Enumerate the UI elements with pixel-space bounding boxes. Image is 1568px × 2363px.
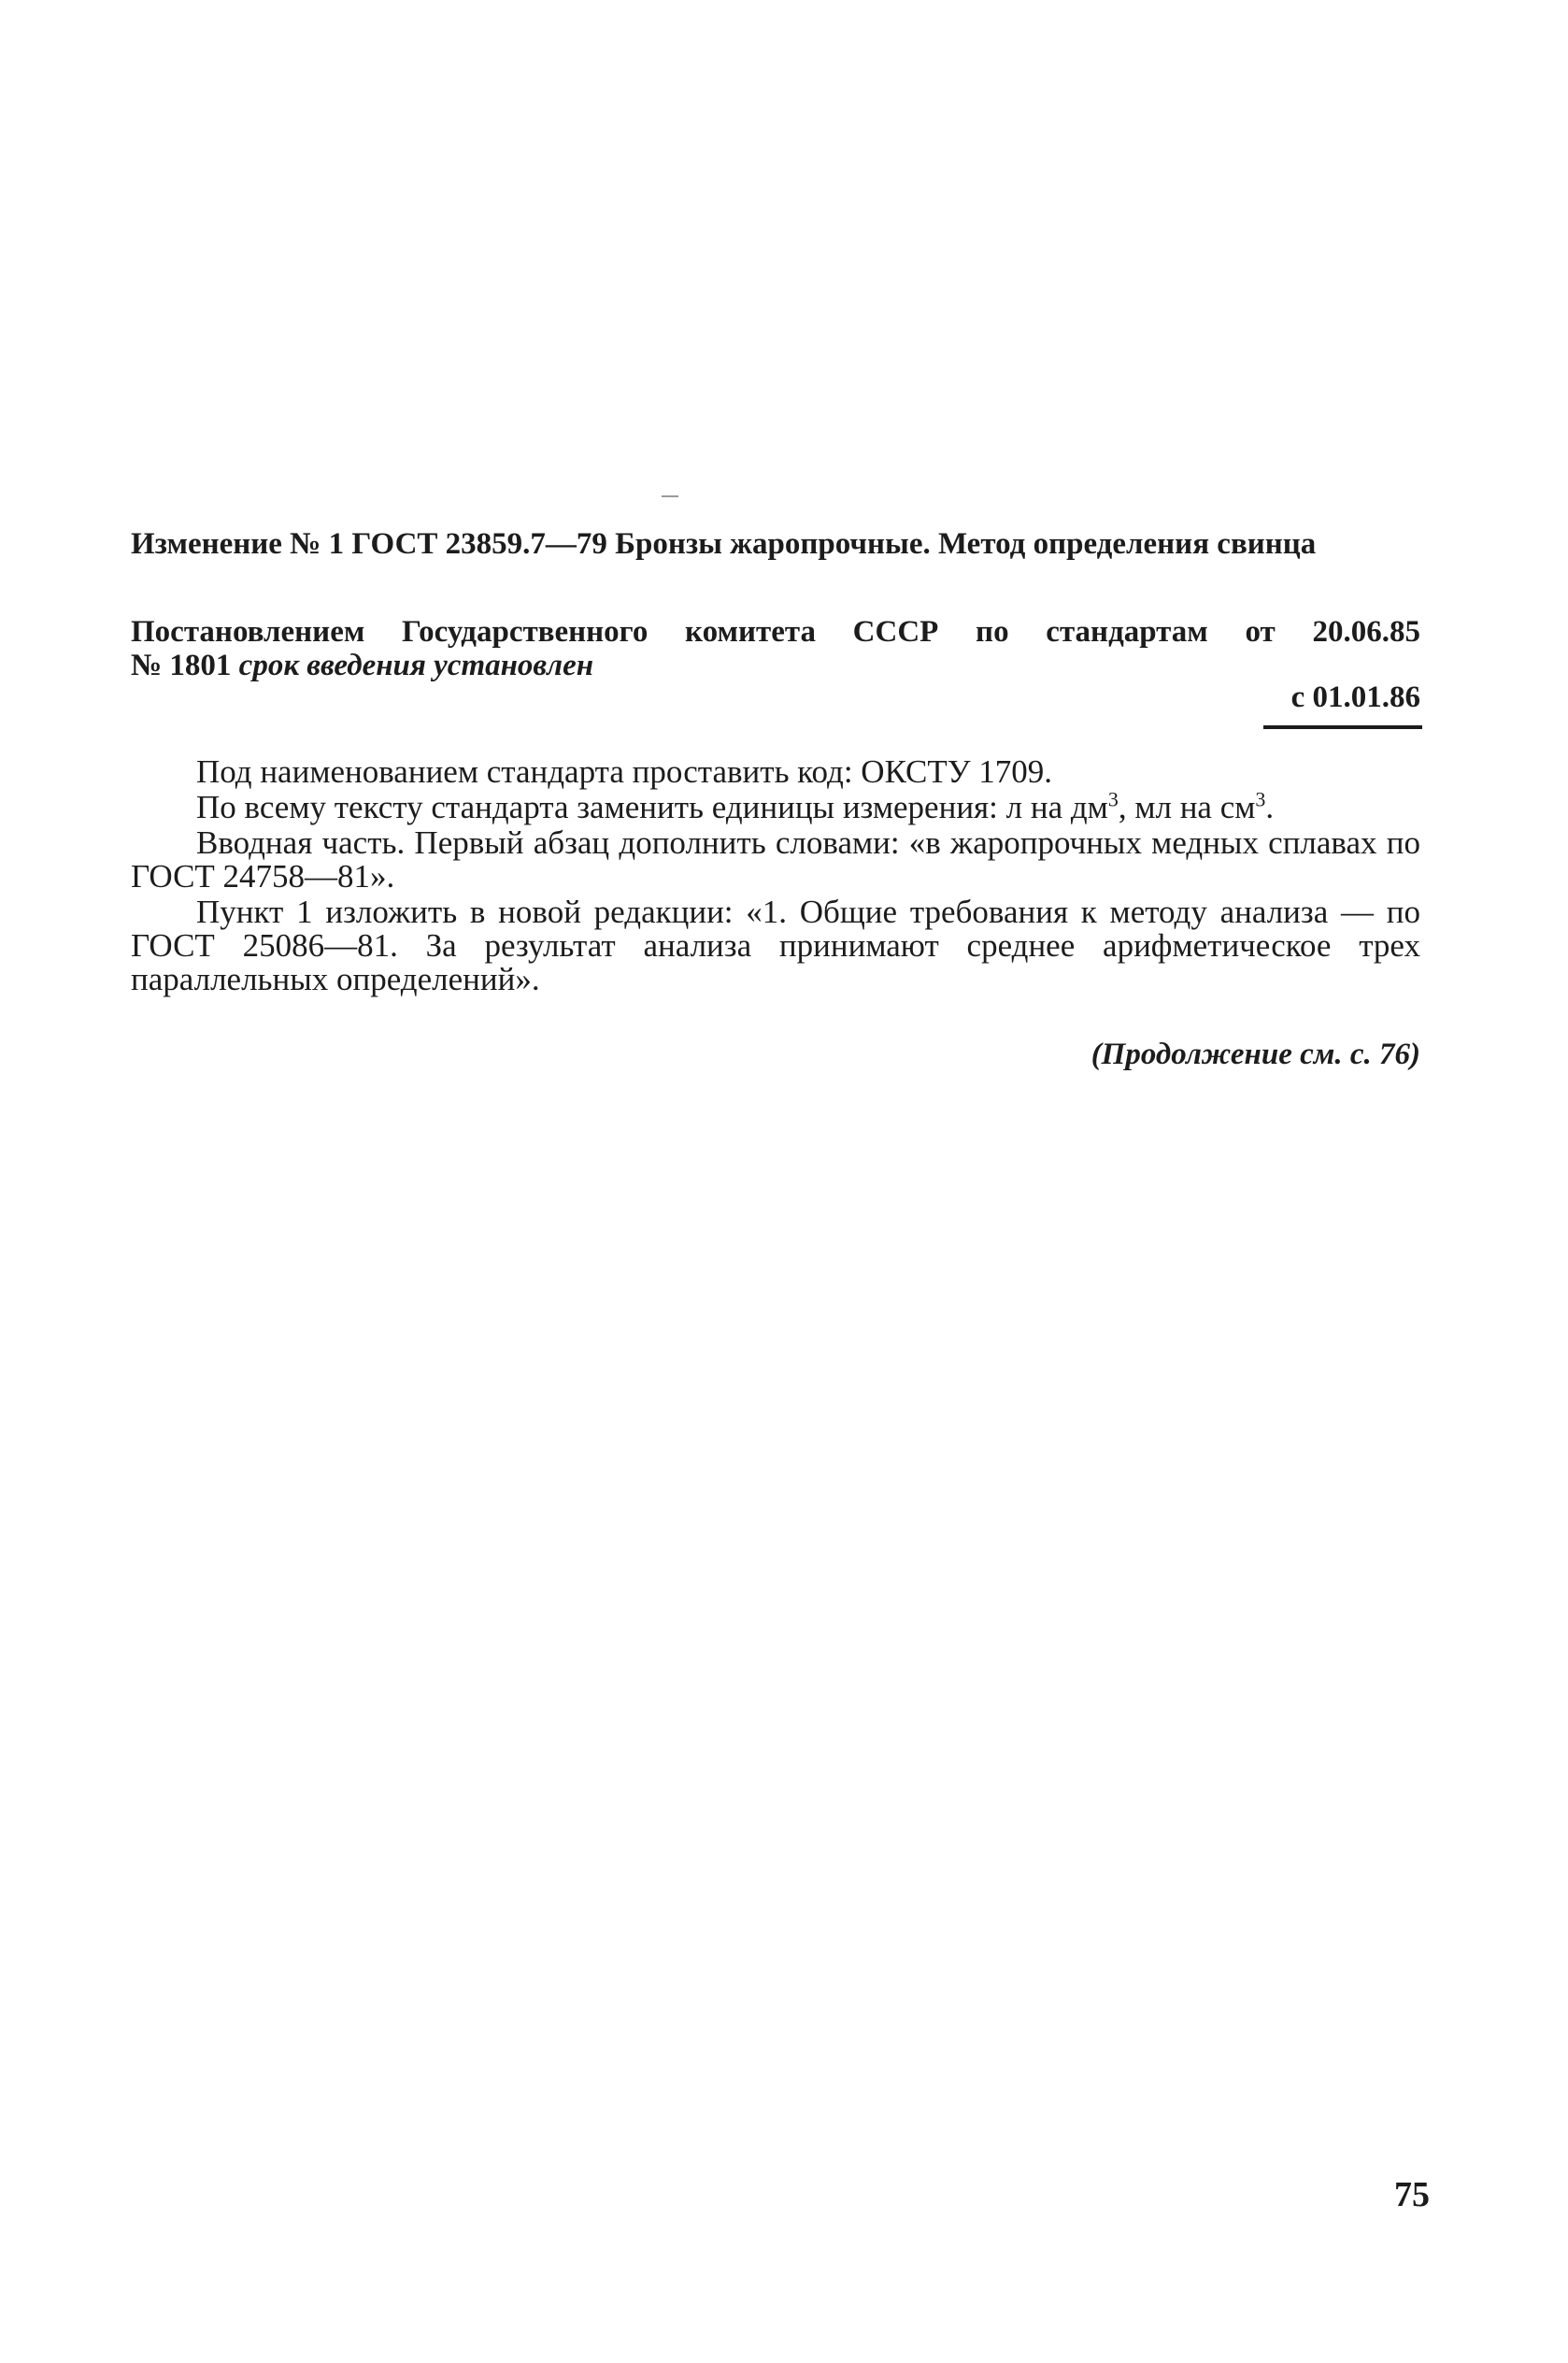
paragraph-item-1: Пункт 1 изложить в новой редакции: «1. Общие требования к методу анализа — по ГОСТ 25086—81. За результат анализа принимают среднее арифметическое трех параллельных определений». xyxy=(131,894,1420,997)
continuation-note: (Продолжение см. с. 76) xyxy=(1090,1038,1420,1071)
units-superscript-2: 3 xyxy=(1255,787,1266,811)
scan-artifact xyxy=(662,495,678,497)
resolution-line-2 xyxy=(131,649,1420,682)
resolution-number: № 1801 xyxy=(131,649,232,682)
effective-date: с 01.01.86 xyxy=(1290,680,1420,714)
resolution-term-text: срок введения установлен xyxy=(238,649,594,682)
units-text-start: По всему тексту стандарта заменить единицы измерения: л на дм xyxy=(196,789,1108,825)
resolution-statement xyxy=(131,615,1420,682)
page-number: 75 xyxy=(1394,2175,1430,2214)
paragraph-introduction: Вводная часть. Первый абзац дополнить словами: «в жаропрочных медных сплавах по ГОСТ 24758—81». xyxy=(131,824,1420,895)
effective-date-underline xyxy=(1263,725,1422,729)
units-superscript-1: 3 xyxy=(1107,787,1119,811)
amendment-body xyxy=(131,755,1420,998)
paragraph-units-replacement xyxy=(131,787,1420,825)
units-text-end: . xyxy=(1265,789,1275,825)
amendment-title: Изменение № 1 ГОСТ 23859.7—79 Бронзы жаропрочные. Метод определения свинца xyxy=(131,527,1317,561)
paragraph-okstu-code: Под наименованием стандарта проставить код: ОКСТУ 1709. xyxy=(196,753,1053,790)
resolution-line-1: Постановлением Государственного комитета СССР по стандартам от 20.06.85 xyxy=(131,615,1420,649)
units-text-middle: , мл на см xyxy=(1118,789,1256,825)
